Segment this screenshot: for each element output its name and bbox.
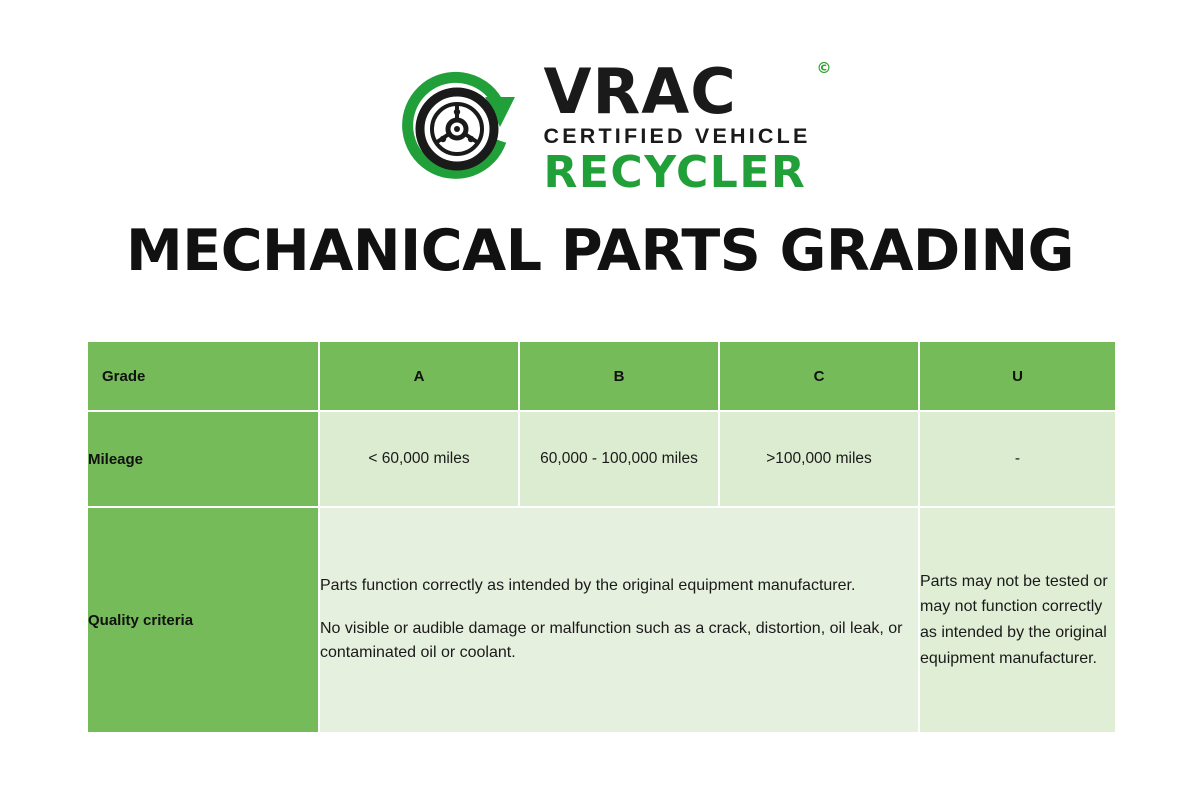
- logo-tagline: CERTIFIED VEHICLE: [543, 124, 811, 149]
- header-grade-c: C: [719, 341, 919, 411]
- wheel-recycle-arrow-icon: [389, 57, 529, 197]
- quality-criteria-u: Parts may not be tested or may not function correctly as intended by the original equipment manufacturer.: [919, 507, 1116, 733]
- copyright-icon: ©: [816, 58, 833, 77]
- logo-wordmark: [543, 54, 833, 128]
- table-header-row: [87, 341, 1116, 411]
- header-grade: Grade: [87, 341, 319, 411]
- table-row-quality-criteria: [87, 507, 1116, 733]
- quality-paragraph-2: No visible or audible damage or malfunction such as a crack, distortion, oil leak, or contaminated oil or coolant.: [320, 619, 903, 662]
- mileage-c: >100,000 miles: [719, 411, 919, 507]
- header-grade-b: B: [519, 341, 719, 411]
- logo-text: [543, 54, 833, 199]
- logo-wordmark-text: VRAC: [543, 54, 737, 128]
- quality-criteria-abc: [319, 507, 919, 733]
- header-grade-u: U: [919, 341, 1116, 411]
- table-row-mileage: [87, 411, 1116, 507]
- row-label-mileage: Mileage: [87, 411, 319, 507]
- grading-table: [86, 340, 1117, 734]
- row-label-quality-criteria: Quality criteria: [87, 507, 319, 733]
- mileage-u: -: [919, 411, 1116, 507]
- mileage-b: 60,000 - 100,000 miles: [519, 411, 719, 507]
- header-grade-a: A: [319, 341, 519, 411]
- logo-recycler: RECYCLER: [543, 147, 807, 199]
- mileage-a: < 60,000 miles: [319, 411, 519, 507]
- quality-paragraph-1: Parts function correctly as intended by the original equipment manufacturer.: [320, 576, 856, 594]
- page-title: MECHANICAL PARTS GRADING: [126, 218, 1074, 284]
- brand-logo: [0, 52, 1200, 202]
- logo-inner: [389, 54, 833, 199]
